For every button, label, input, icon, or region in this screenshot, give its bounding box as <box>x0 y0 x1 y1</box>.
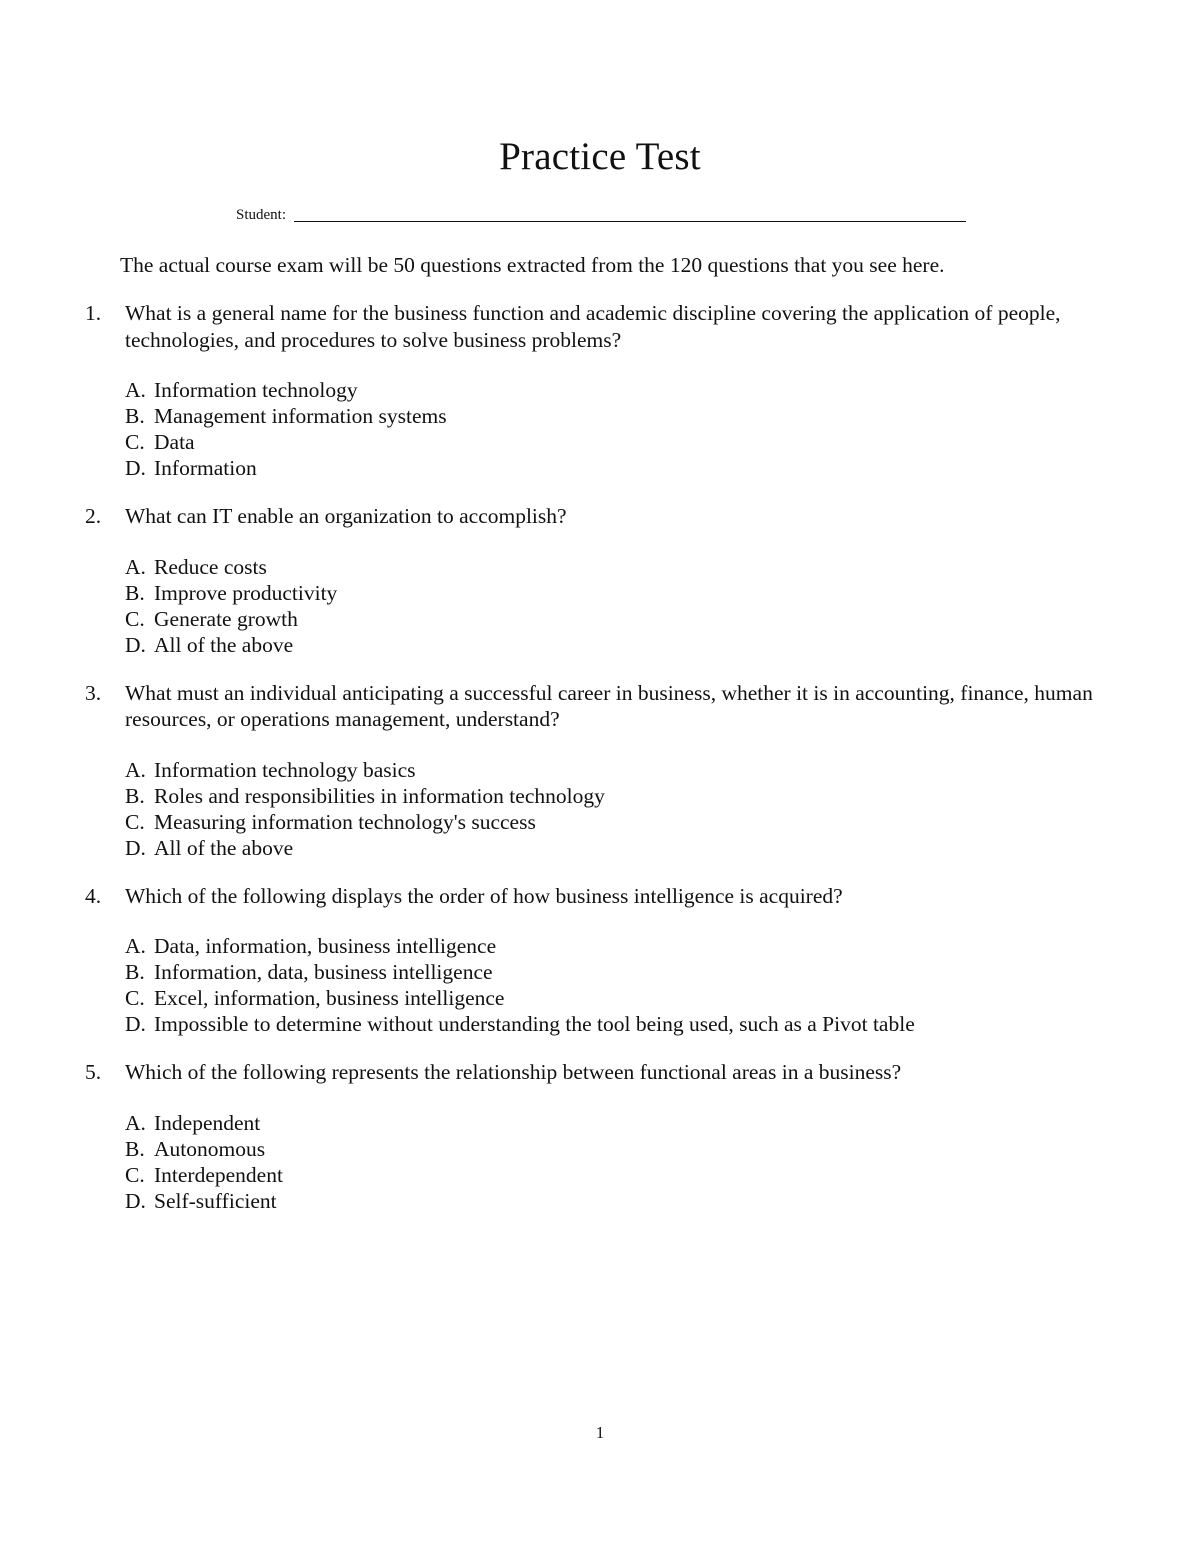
option-letter: B. <box>125 404 145 428</box>
intro-text: The actual course exam will be 50 questions extracted from the 120 questions that you see here. <box>120 253 945 277</box>
option-text: All of the above <box>154 632 294 657</box>
student-label: Student: <box>236 207 287 223</box>
option-text: Information, data, business intelligence <box>154 960 493 984</box>
answer-option <box>125 959 1200 985</box>
question-item <box>0 883 1200 1038</box>
option-letter: B. <box>125 960 145 984</box>
question-number: 5. <box>85 1060 102 1084</box>
answer-option <box>125 1136 1200 1162</box>
option-text: Measuring information technology's success <box>154 809 536 834</box>
answer-option <box>125 1110 1200 1136</box>
question-number: 1. <box>85 301 102 325</box>
option-letter: C. <box>125 1162 145 1187</box>
answer-options <box>125 933 1200 1037</box>
option-text: Interdependent <box>154 1162 283 1187</box>
question-item <box>0 300 1200 481</box>
question-number: 2. <box>85 504 102 528</box>
option-text: Independent <box>154 1110 261 1135</box>
answer-option <box>125 809 1200 835</box>
answer-option <box>125 985 1200 1011</box>
answer-option <box>125 606 1200 632</box>
question-number: 3. <box>85 680 102 705</box>
question-list <box>0 300 1200 1236</box>
option-text: Information technology <box>154 378 358 402</box>
answer-option <box>125 554 1200 580</box>
option-letter: C. <box>125 986 145 1010</box>
option-text: Roles and responsibilities in information technology <box>154 783 605 808</box>
option-letter: A. <box>125 554 146 579</box>
option-text: Excel, information, business intelligence <box>154 986 505 1010</box>
question-item <box>0 680 1200 861</box>
option-letter: D. <box>125 1012 146 1036</box>
question-text: Which of the following represents the relationship between functional areas in a business? <box>125 1060 902 1084</box>
question-number: 4. <box>85 883 102 908</box>
option-letter: A. <box>125 378 146 402</box>
answer-option <box>125 1162 1200 1188</box>
question-text: What is a general name for the business function and academic discipline covering the application of people, technologies, and procedures to solve business problems? <box>125 301 1061 352</box>
answer-option <box>125 783 1200 809</box>
answer-option <box>125 1011 1200 1037</box>
answer-option <box>125 580 1200 606</box>
answer-options <box>125 554 1200 658</box>
question-item <box>0 503 1200 658</box>
question-text: What can IT enable an organization to accomplish? <box>125 504 567 528</box>
option-text: Data, information, business intelligence <box>154 934 497 958</box>
answer-option <box>125 403 1200 429</box>
page-number: 1 <box>595 1423 605 1442</box>
option-letter: C. <box>125 606 145 631</box>
answer-option <box>125 632 1200 658</box>
option-text: Management information systems <box>154 404 447 428</box>
option-letter: A. <box>125 757 146 782</box>
option-letter: A. <box>125 934 146 958</box>
student-name-blank <box>294 201 966 222</box>
answer-options <box>125 757 1200 861</box>
option-text: Impossible to determine without understanding the tool being used, such as a Pivot table <box>154 1012 915 1036</box>
answer-option <box>125 455 1200 481</box>
option-letter: B. <box>125 1136 145 1161</box>
answer-option <box>125 835 1200 861</box>
answer-option <box>125 1188 1200 1214</box>
question-text: Which of the following displays the order of how business intelligence is acquired? <box>125 883 843 908</box>
answer-option <box>125 429 1200 455</box>
option-letter: C. <box>125 809 145 834</box>
answer-options <box>125 377 1200 481</box>
student-name-row <box>236 201 966 225</box>
question-text: What must an individual anticipating a successful career in business, whether it is in accounting, finance, human resources, or operations management, understand? <box>125 680 1093 731</box>
option-letter: A. <box>125 1110 146 1135</box>
answer-options <box>125 1110 1200 1214</box>
option-letter: C. <box>125 430 145 454</box>
option-letter: D. <box>125 456 146 480</box>
option-text: All of the above <box>154 835 294 860</box>
option-text: Autonomous <box>154 1136 266 1161</box>
option-text: Information <box>154 456 257 480</box>
option-letter: B. <box>125 783 145 808</box>
option-text: Self-sufficient <box>154 1188 277 1213</box>
option-letter: D. <box>125 632 146 657</box>
option-letter: B. <box>125 580 145 605</box>
option-letter: D. <box>125 1188 146 1213</box>
page-title: Practice Test <box>499 135 701 178</box>
option-text: Data <box>154 430 195 454</box>
answer-option <box>125 933 1200 959</box>
answer-option <box>125 377 1200 403</box>
option-text: Information technology basics <box>154 757 416 782</box>
option-text: Improve productivity <box>154 580 338 605</box>
option-text: Generate growth <box>154 606 298 631</box>
option-letter: D. <box>125 835 146 860</box>
option-text: Reduce costs <box>154 554 267 579</box>
question-item <box>0 1059 1200 1214</box>
answer-option <box>125 757 1200 783</box>
